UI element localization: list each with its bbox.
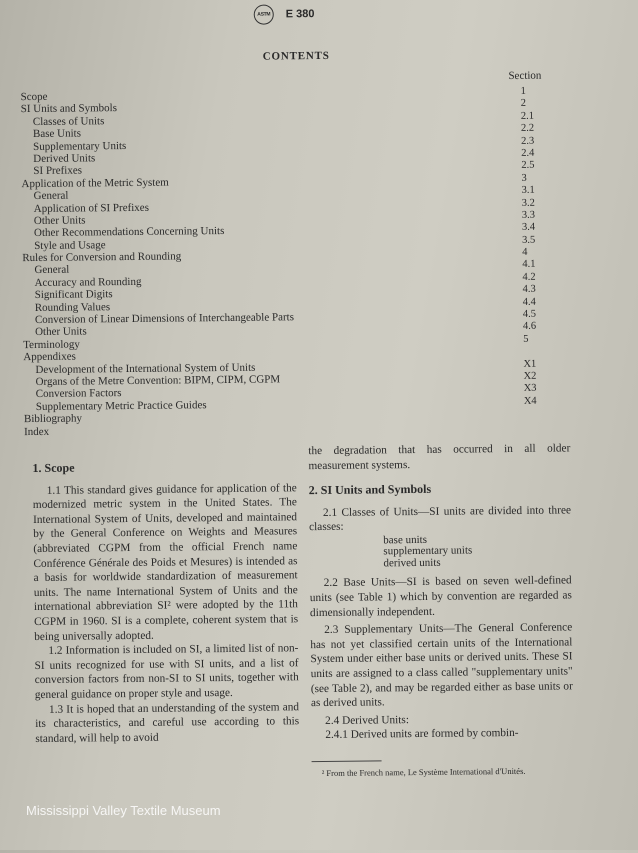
unit-classes-list bbox=[309, 533, 571, 570]
toc-entry-title: Base Units bbox=[32, 127, 82, 141]
paragraph-1-2: 1.2 Information is included on SI, a limited list of non-SI units recognized for use with SI units, and a list of conversion factors from non-SI to SI units, together with general guidance on proper style and usage. bbox=[34, 642, 299, 701]
table-of-contents bbox=[21, 85, 585, 438]
toc-entry-title: Terminology bbox=[23, 338, 80, 351]
toc-entry-title: Other Units bbox=[33, 214, 86, 227]
toc-entry-section-number: X4 bbox=[523, 395, 537, 407]
toc-entry-title: Conversion of Linear Dimensions of Interchangeable Parts bbox=[34, 311, 295, 327]
toc-entry-title: Other Units bbox=[35, 325, 87, 339]
toc-entry-section-number: 4.5 bbox=[522, 308, 537, 320]
toc-entry-title: Derived Units bbox=[33, 152, 96, 165]
toc-entry-title: Other Recommendations Concerning Units bbox=[33, 225, 225, 240]
toc-entry-section-number: 2 bbox=[520, 98, 527, 110]
toc-entry-section-number: 2.5 bbox=[521, 160, 535, 172]
paragraph-1-3: 1.3 It is hoped that an understanding of the system and its characteristics, and careful use according to this standard, will help to avoid bbox=[35, 700, 300, 745]
list-item: base units bbox=[383, 533, 428, 547]
toc-entry-title: Supplementary Metric Practice Guides bbox=[35, 398, 207, 413]
paragraph-2-3: 2.3 Supplementary Units—The General Conference has not yet classified certain units of the International System under either base units or derived units. These SI units are assigned to a class called "supplementary units" (see Table 2), and may be regarded either as base units or as derived units. bbox=[310, 621, 573, 710]
toc-entry-section-number: 4.2 bbox=[522, 271, 536, 283]
toc-entry-title: Supplementary Units bbox=[33, 139, 127, 153]
toc-entry-title: Classes of Units bbox=[32, 115, 105, 128]
si-units-heading: 2. SI Units and Symbols bbox=[308, 482, 432, 498]
toc-entry-title: Index bbox=[24, 425, 50, 438]
toc-entry-section-number: 4.6 bbox=[522, 321, 537, 333]
toc-entry-title: SI Prefixes bbox=[33, 164, 83, 178]
toc-entry-title: Appendixes bbox=[23, 350, 76, 364]
continued-text: the degradation that has occurred in all older measurement systems. bbox=[308, 442, 571, 472]
paragraph-1-1: 1.1 This standard gives guidance for application of the modernized metric system in the United States. The International System of Units, developed and maintained by the General Conference on Weights and Measures (abbreviated CGPM from the official French name Conférence Générale des Poids et Mesures) is intended as a basis for worldwide standardization of measurement units. The name International System of Units and the international abbreviation SI² were adopted by the 11th CGPM in 1960. SI is a complete, coherent system that is being universally adopted. bbox=[32, 481, 299, 643]
toc-entry-section-number: X3 bbox=[523, 383, 537, 395]
toc-entry-section-number: 4.1 bbox=[522, 259, 536, 271]
toc-entry-section-number: 5 bbox=[523, 333, 529, 345]
toc-entry-section-number: 3.1 bbox=[521, 184, 535, 197]
paragraph-2-1: 2.1 Classes of Units—SI units are divided into three classes: bbox=[309, 504, 572, 534]
list-item: supplementary units bbox=[383, 544, 473, 558]
toc-entry-section-number: 2.1 bbox=[520, 110, 535, 122]
toc-entry-section-number: 3.3 bbox=[521, 209, 536, 221]
toc-entry-title: Organs of the Metre Convention: BIPM, CIPM, CGPM bbox=[35, 373, 281, 388]
paragraph-2-4: 2.4 Derived Units: bbox=[325, 713, 409, 727]
section-column-header: Section bbox=[508, 69, 542, 83]
toc-entry-title: Conversion Factors bbox=[35, 387, 122, 401]
toc-entry-title: Scope bbox=[20, 90, 48, 104]
toc-entry-section-number: 2.2 bbox=[520, 122, 535, 135]
toc-entry-section-number: 3.5 bbox=[522, 234, 536, 246]
watermark-text: Mississippi Valley Textile Museum bbox=[26, 803, 221, 818]
toc-entry-title: Rounding Values bbox=[34, 300, 111, 314]
footnote: ² From the French name, Le Système International d'Unités. bbox=[321, 765, 526, 779]
contents-title: CONTENTS bbox=[262, 49, 330, 63]
right-column bbox=[308, 441, 573, 778]
toc-entry-title: Rules for Conversion and Rounding bbox=[22, 250, 182, 265]
astm-logo: ASTM bbox=[254, 4, 274, 24]
toc-entry-section-number: 4.3 bbox=[522, 283, 536, 296]
paragraph-2-2: 2.2 Base Units—SI is based on seven well-defined units (see Table 1) which by convention are regarded as dimensionally independent. bbox=[309, 574, 572, 619]
toc-entry-title: Significant Digits bbox=[34, 288, 113, 302]
toc-entry-section-number: 4.4 bbox=[522, 296, 536, 308]
toc-entry-section-number: 1 bbox=[520, 85, 526, 97]
toc-entry-title: Accuracy and Rounding bbox=[34, 275, 142, 289]
toc-entry-section-number: X1 bbox=[523, 358, 537, 370]
toc-entry-section-number: 3 bbox=[521, 172, 527, 184]
page-header bbox=[254, 4, 315, 25]
toc-entry-title: Development of the International System of Units bbox=[35, 361, 256, 376]
toc-entry-section-number: 4 bbox=[522, 246, 528, 258]
toc-entry-title: Style and Usage bbox=[34, 238, 106, 252]
document-number: E 380 bbox=[285, 8, 315, 21]
toc-entry-section-number: 3.2 bbox=[521, 197, 535, 209]
toc-entry-title: General bbox=[33, 189, 69, 203]
footnote-divider bbox=[312, 760, 382, 762]
toc-entry-title: General bbox=[34, 264, 70, 277]
toc-entry-section-number: 3.4 bbox=[521, 222, 536, 234]
left-column bbox=[32, 458, 299, 746]
toc-entry-section-number: 2.3 bbox=[521, 135, 535, 147]
toc-entry-section-number: 2.4 bbox=[521, 147, 535, 159]
toc-entry-title: SI Units and Symbols bbox=[20, 102, 118, 116]
toc-entry-title: Application of the Metric System bbox=[21, 176, 169, 190]
paragraph-2-4-1: 2.4.1 Derived units are formed by combin- bbox=[325, 727, 519, 742]
list-item: derived units bbox=[383, 556, 441, 570]
toc-entry-title: Bibliography bbox=[23, 412, 83, 426]
toc-entry-title: Application of SI Prefixes bbox=[33, 201, 150, 215]
scope-heading: 1. Scope bbox=[32, 460, 75, 476]
toc-entry-section-number: X2 bbox=[523, 370, 537, 382]
